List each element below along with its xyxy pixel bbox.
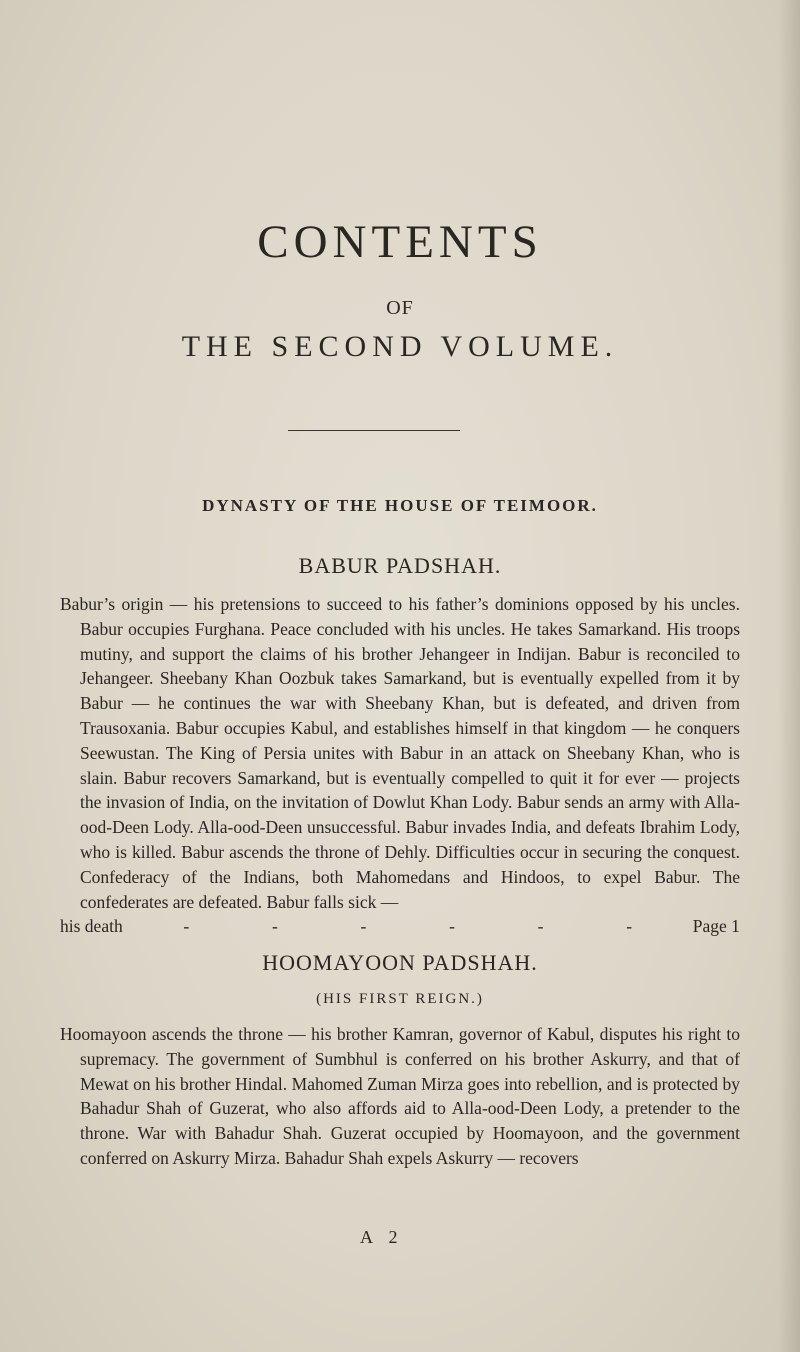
signature-mark: A 2 — [360, 1227, 404, 1247]
babur-last-line: his death — [60, 916, 123, 937]
divider-rule — [288, 430, 460, 431]
volume-title: THE SECOND VOLUME. — [181, 330, 619, 363]
leader-dot: - — [537, 916, 544, 937]
hoomayoon-heading: HOOMAYOON PADSHAH. — [262, 950, 538, 975]
babur-summary — [60, 592, 740, 939]
hoomayoon-summary-text: Hoomayoon ascends the throne — his brother Kamran, governor of Kabul, disputes his right to supremacy. The government of Sumbhul is conferred on his brother Askurry, and that of Mewat on his brother Hindal. Mahomed Zuman Mirza goes into rebellion, and is protected by Bahadur Shah of Guzerat, who also affords aid to Alla-ood-Deen Lody, a pretender to the throne. War with Bahadur Shah. Guzerat occupied by Hoomayoon, and the government conferred on Askurry Mirza. Bahadur Shah expels Askurry — recovers — [60, 1024, 740, 1168]
hoomayoon-summary — [60, 1022, 740, 1171]
leader-dot: - — [271, 916, 278, 937]
hoomayoon-subheading: (HIS FIRST REIGN.) — [316, 991, 484, 1007]
leader-dot: - — [449, 916, 455, 937]
leader-dot: - — [183, 916, 190, 937]
dynasty-heading: DYNASTY OF THE HOUSE OF TEIMOOR. — [202, 496, 598, 515]
page-number: Page 1 — [692, 916, 740, 937]
babur-summary-text: Babur’s origin — his pretensions to succeed to his father’s dominions opposed by his uncles. Babur occupies Furghana. Peace concluded with his uncles. He takes Samarkand. His troops mutiny, and support the claims of his brother Jehangeer in Indijan. Babur is reconciled to Jehangeer. Sheebany Khan Oozbuk takes Samarkand, but is eventually expelled from it by Babur — he continues the war with Sheebany Khan, but is defeated, and driven from Trausoxania. Babur occupies Kabul, and establishes himself in that kingdom — he conquers Seewustan. The King of Persia unites with Babur in an attack on Sheebany Khan, who is slain. Babur recovers Samarkand, but is eventually compelled to quit it for ever — projects the invasion of India, on the invitation of Dowlut Khan Lody. Babur sends an army with Alla-ood-Deen Lody. Alla-ood-Deen unsuccessful. Babur invades India, and defeats Ibrahim Lody, who is killed. Babur ascends the throne of Dehly. Difficulties occur in securing the conquest. Confederacy of the Indians, both Mahomedans and Hindoos, to expel Babur. The confederates are defeated. Babur falls sick — — [60, 594, 740, 912]
babur-heading: BABUR PADSHAH. — [298, 553, 502, 578]
contents-of: OF — [386, 297, 414, 319]
leader-dot: - — [626, 916, 633, 937]
contents-title: CONTENTS — [257, 216, 543, 268]
babur-page-reference — [60, 914, 740, 939]
leader-dot: - — [360, 916, 367, 937]
page-edge-shadow — [778, 0, 800, 1352]
